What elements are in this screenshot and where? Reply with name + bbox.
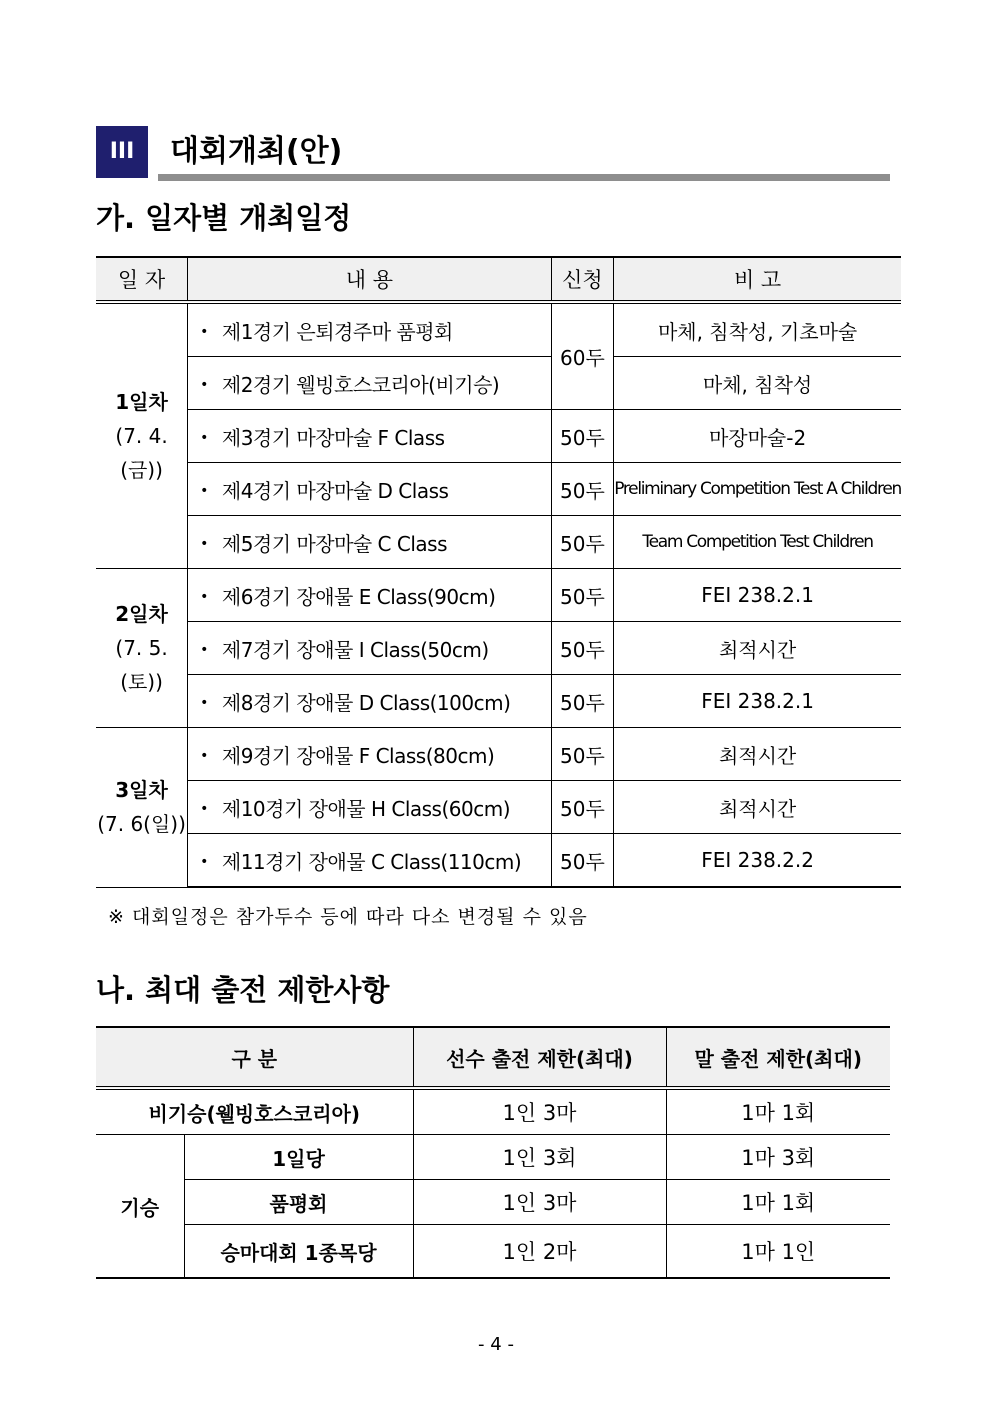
remark-cell: 마장마술-2 — [614, 410, 901, 463]
subcategory-cell: 1일당 — [184, 1135, 413, 1180]
event-cell — [188, 357, 552, 410]
apply-cell: 50두 — [551, 463, 614, 516]
event-cell — [188, 516, 552, 569]
header-apply: 신청 — [551, 257, 614, 302]
event-name: 제4경기 마장마술 D Class — [221, 478, 449, 503]
header-remark: 비 고 — [614, 257, 901, 302]
apply-cell: 50두 — [551, 675, 614, 728]
event-name: 제11경기 장애물 C Class(110cm) — [221, 849, 522, 874]
category-cell: 비기승(웰빙호스코리아) — [96, 1088, 413, 1135]
bullet: • — [200, 323, 208, 340]
apply-cell: 50두 — [551, 781, 614, 834]
apply-cell: 50두 — [551, 516, 614, 569]
event-name: 제10경기 장애물 H Class(60cm) — [221, 796, 511, 821]
header-category: 구 분 — [96, 1027, 413, 1088]
event-name: 제5경기 마장마술 C Class — [221, 531, 447, 556]
rider-limit-cell: 1인 3회 — [413, 1135, 666, 1180]
apply-cell: 50두 — [551, 728, 614, 781]
schedule-note: ※ 대회일정은 참가두수 등에 따라 다소 변경될 수 있음 — [108, 906, 588, 928]
horse-limit-cell: 1마 1회 — [666, 1180, 890, 1225]
apply-cell: 60두 — [551, 302, 614, 410]
remark-cell: FEI 238.2.1 — [614, 569, 901, 622]
group-cell: 기승 — [96, 1135, 184, 1279]
table-row — [96, 622, 901, 675]
limits-header-row — [96, 1027, 890, 1088]
table-row — [96, 569, 901, 622]
event-name: 제3경기 마장마술 F Class — [221, 425, 445, 450]
bullet: • — [200, 588, 208, 605]
horse-limit-cell: 1마 1회 — [666, 1088, 890, 1135]
header-rider-limit: 선수 출전 제한(최대) — [413, 1027, 666, 1088]
event-cell — [188, 728, 552, 781]
event-name: 제1경기 은퇴경주마 품평회 — [221, 319, 453, 344]
apply-cell: 50두 — [551, 622, 614, 675]
page-number: - 4 - — [478, 1334, 514, 1355]
table-row — [96, 1135, 890, 1180]
remark-cell: FEI 238.2.2 — [614, 834, 901, 888]
bullet: • — [200, 694, 208, 711]
subcategory-cell: 승마대회 1종목당 — [184, 1225, 413, 1279]
horse-limit-cell: 1마 1인 — [666, 1225, 890, 1279]
table-row — [96, 675, 901, 728]
apply-cell: 50두 — [551, 834, 614, 888]
event-cell — [188, 463, 552, 516]
day-label: 3일차 — [115, 778, 168, 803]
day-date: (7. 5.(토)) — [115, 636, 168, 694]
rider-limit-cell: 1인 2마 — [413, 1225, 666, 1279]
remark-cell: 마체, 침착성, 기초마술 — [614, 302, 901, 357]
bullet: • — [200, 429, 208, 446]
rider-limit-cell: 1인 3마 — [413, 1180, 666, 1225]
bullet: • — [200, 482, 208, 499]
table-row — [96, 834, 901, 888]
header-content: 내 용 — [188, 257, 552, 302]
event-name: 제9경기 장애물 F Class(80cm) — [221, 743, 495, 768]
table-row — [96, 1180, 890, 1225]
day-cell — [96, 569, 188, 728]
table-row — [96, 357, 901, 410]
event-cell — [188, 302, 552, 357]
event-cell — [188, 675, 552, 728]
bullet: • — [200, 535, 208, 552]
table-row — [96, 728, 901, 781]
event-cell — [188, 410, 552, 463]
bullet: • — [200, 641, 208, 658]
subsection-title-limits: 나. 최대 출전 제한사항 — [96, 973, 390, 1007]
event-cell — [188, 834, 552, 888]
subcategory-cell: 품평회 — [184, 1180, 413, 1225]
bullet: • — [200, 376, 208, 393]
section-title: 대회개최(안) — [170, 134, 343, 169]
table-row — [96, 302, 901, 357]
event-name: 제6경기 장애물 E Class(90cm) — [221, 584, 496, 609]
day-cell — [96, 728, 188, 888]
schedule-header-row — [96, 257, 901, 302]
remark-cell: 최적시간 — [614, 728, 901, 781]
section-header — [96, 126, 890, 182]
header-date: 일 자 — [96, 257, 188, 302]
limits-table — [96, 1026, 890, 1279]
bullet: • — [200, 800, 208, 817]
apply-cell: 50두 — [551, 410, 614, 463]
table-row — [96, 516, 901, 569]
bullet: • — [200, 853, 208, 870]
day-date: (7. 6(일)) — [97, 812, 186, 837]
event-name: 제8경기 장애물 D Class(100cm) — [221, 690, 511, 715]
event-cell — [188, 569, 552, 622]
bullet: • — [200, 747, 208, 764]
event-cell — [188, 781, 552, 834]
schedule-table — [96, 256, 901, 888]
table-row — [96, 1088, 890, 1135]
table-row — [96, 1225, 890, 1279]
remark-cell: 최적시간 — [614, 781, 901, 834]
day-date: (7. 4.(금)) — [115, 424, 168, 482]
day-label: 1일차 — [115, 390, 168, 414]
table-row — [96, 463, 901, 516]
remark-cell: FEI 238.2.1 — [614, 675, 901, 728]
section-number-badge: III — [96, 126, 148, 178]
remark-cell: 마체, 침착성 — [614, 357, 901, 410]
table-row — [96, 410, 901, 463]
horse-limit-cell: 1마 3회 — [666, 1135, 890, 1180]
remark-cell: Team Competition Test Children — [614, 516, 901, 569]
rider-limit-cell: 1인 3마 — [413, 1088, 666, 1135]
day-label: 2일차 — [115, 602, 168, 626]
apply-cell: 50두 — [551, 569, 614, 622]
subsection-title-schedule: 가. 일자별 개최일정 — [96, 201, 352, 235]
event-name: 제7경기 장애물 I Class(50cm) — [221, 637, 489, 662]
section-rule — [158, 174, 890, 181]
remark-cell: 최적시간 — [614, 622, 901, 675]
header-horse-limit: 말 출전 제한(최대) — [666, 1027, 890, 1088]
table-row — [96, 781, 901, 834]
event-cell — [188, 622, 552, 675]
event-name: 제2경기 웰빙호스코리아(비기승) — [221, 372, 500, 397]
day-cell — [96, 302, 188, 569]
remark-cell: Preliminary Competition Test A Children — [614, 463, 901, 516]
